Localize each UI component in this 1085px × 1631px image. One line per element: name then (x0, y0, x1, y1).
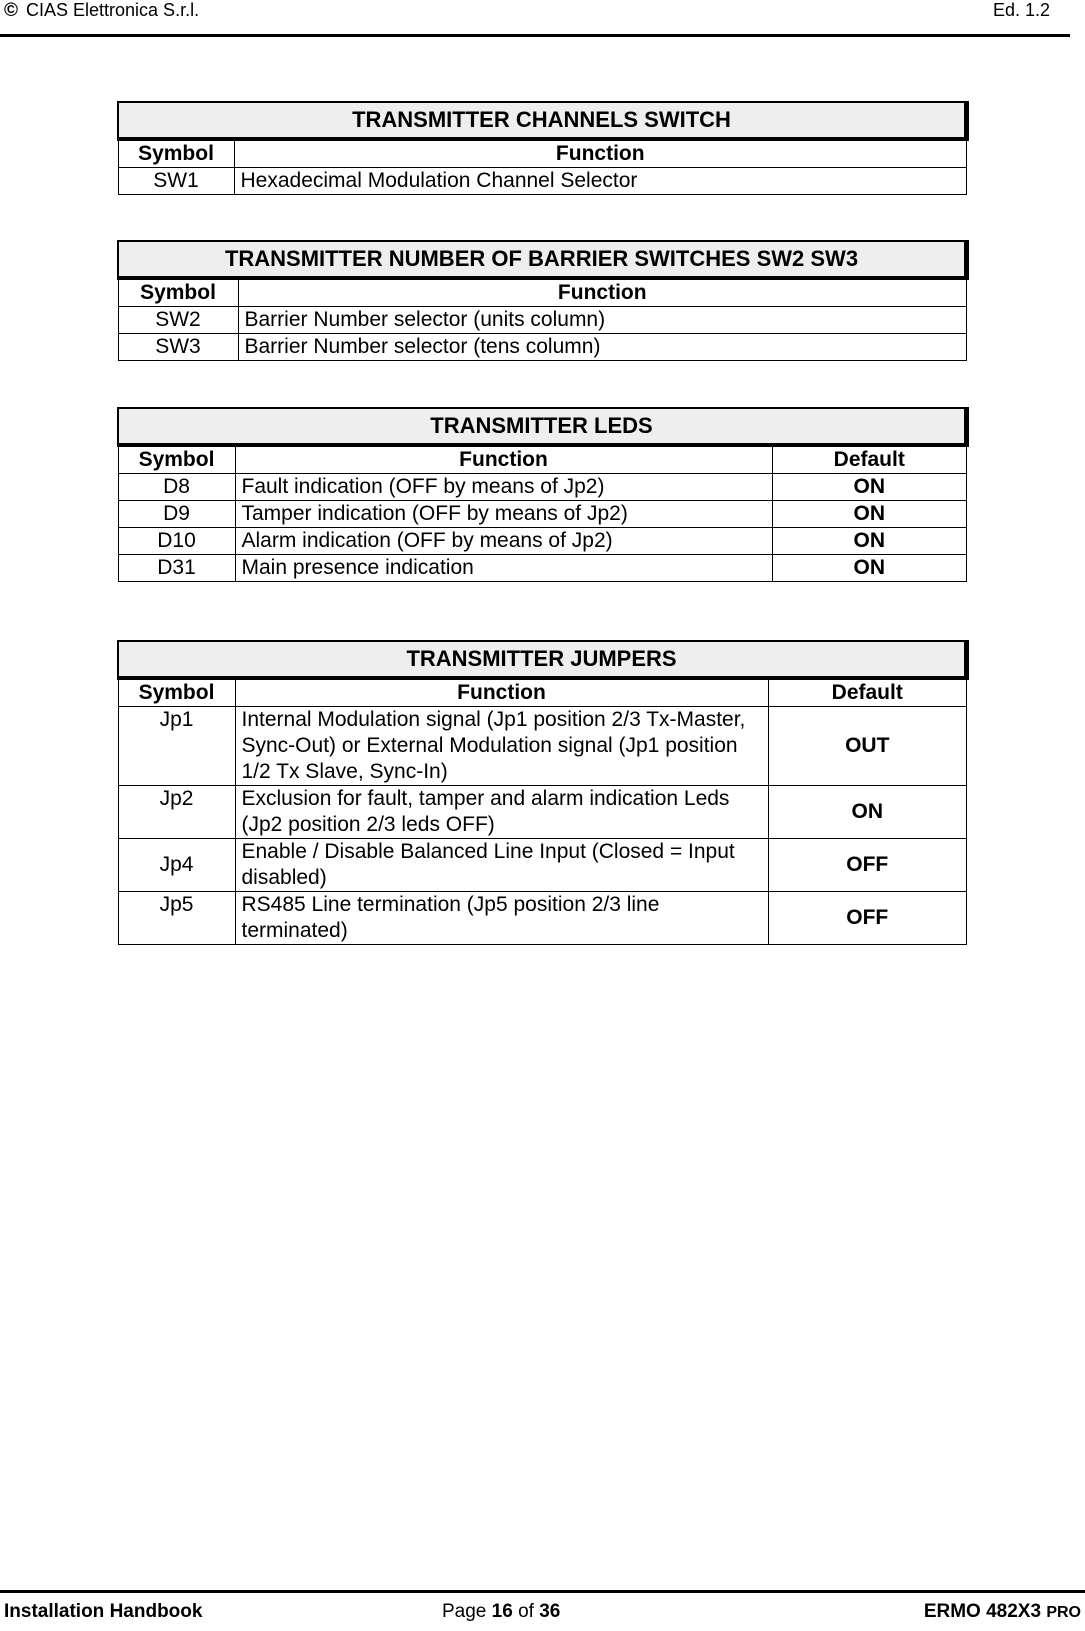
default-cell: ON (772, 555, 967, 582)
table-row (118, 528, 967, 555)
table-row (118, 707, 967, 786)
table-title: TRANSMITTER CHANNELS SWITCH (118, 102, 967, 139)
default-cell: ON (772, 528, 967, 555)
edition-label: Ed. 1.2 (992, 0, 1050, 20)
function-cell: Barrier Number selector (units column) (238, 307, 967, 334)
symbol-cell: D10 (118, 528, 235, 555)
table-row (118, 839, 967, 892)
page-prefix: Page (442, 1601, 487, 1622)
default-cell: ON (772, 474, 967, 501)
default-cell: ON (768, 786, 967, 839)
column-header-function: Function (238, 278, 967, 307)
page-total: 36 (539, 1601, 561, 1622)
table-row (118, 892, 967, 945)
column-header-symbol: Symbol (118, 278, 238, 307)
product-name: ERMO 482X3 (923, 1601, 1042, 1622)
function-cell: Tamper indication (OFF by means of Jp2) (235, 501, 772, 528)
table-row (118, 307, 967, 334)
page-of: of (518, 1601, 534, 1622)
default-cell: OFF (768, 892, 967, 945)
table-row (118, 501, 967, 528)
table-row (118, 474, 967, 501)
company-name: CIAS Elettronica S.r.l. (26, 0, 200, 20)
page-number: 16 (491, 1601, 513, 1622)
jumpers-table (117, 640, 969, 945)
function-cell: Barrier Number selector (tens column) (238, 334, 967, 361)
channels-switch-table (117, 101, 969, 195)
function-cell: Alarm indication (OFF by means of Jp2) (235, 528, 772, 555)
symbol-cell: Jp1 (118, 707, 235, 786)
symbol-cell: D9 (118, 501, 235, 528)
function-cell: Main presence indication (235, 555, 772, 582)
table-row (118, 555, 967, 582)
function-cell: Exclusion for fault, tamper and alarm indication Leds (Jp2 position 2/3 leds OFF) (235, 786, 768, 839)
page-footer (0, 1590, 1085, 1631)
default-cell: ON (772, 501, 967, 528)
symbol-cell: Jp2 (118, 786, 235, 839)
column-header-symbol: Symbol (118, 445, 235, 474)
symbol-cell: Jp4 (118, 839, 235, 892)
handbook-label: Installation Handbook (4, 1601, 203, 1622)
column-header-symbol: Symbol (118, 678, 235, 707)
symbol-cell: SW1 (118, 168, 234, 195)
column-header-default: Default (772, 445, 967, 474)
function-cell: Fault indication (OFF by means of Jp2) (235, 474, 772, 501)
header-company (4, 0, 199, 22)
barrier-switches-table (117, 240, 969, 361)
table-title: TRANSMITTER JUMPERS (118, 641, 967, 678)
symbol-cell: SW2 (118, 307, 238, 334)
product-suffix: PRO (1046, 1604, 1081, 1621)
copyright-icon: © (4, 0, 18, 21)
table-row (118, 334, 967, 361)
column-header-default: Default (768, 678, 967, 707)
column-header-function: Function (235, 678, 768, 707)
symbol-cell: D31 (118, 555, 235, 582)
symbol-cell: Jp5 (118, 892, 235, 945)
column-header-symbol: Symbol (118, 139, 234, 168)
leds-table (117, 407, 969, 582)
symbol-cell: SW3 (118, 334, 238, 361)
symbol-cell: D8 (118, 474, 235, 501)
page-indicator (442, 1601, 560, 1623)
page-header (0, 0, 1070, 37)
default-cell: OFF (768, 839, 967, 892)
default-cell: OUT (768, 707, 967, 786)
function-cell: Enable / Disable Balanced Line Input (Closed = Input disabled) (235, 839, 768, 892)
column-header-function: Function (234, 139, 967, 168)
table-title: TRANSMITTER LEDS (118, 408, 967, 445)
function-cell: RS485 Line termination (Jp5 position 2/3 line terminated) (235, 892, 768, 945)
function-cell: Internal Modulation signal (Jp1 position 2/3 Tx-Master, Sync-Out) or External Modulation signal (Jp1 position 1/2 Tx Slave, Sync-In) (235, 707, 768, 786)
table-title: TRANSMITTER NUMBER OF BARRIER SWITCHES SW2 SW3 (118, 241, 967, 278)
table-row (118, 168, 967, 195)
table-row (118, 786, 967, 839)
column-header-function: Function (235, 445, 772, 474)
function-cell: Hexadecimal Modulation Channel Selector (234, 168, 967, 195)
product-label (924, 1601, 1081, 1623)
